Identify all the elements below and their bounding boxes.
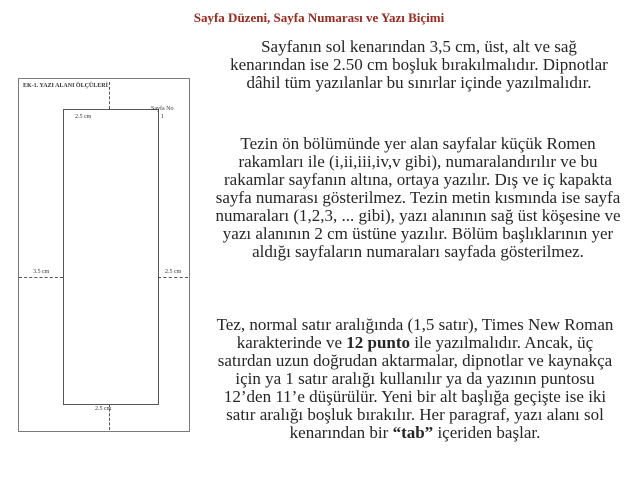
bottom-margin-label: 2.5 cm	[95, 406, 112, 412]
bullet-font-bold-tab: “tab”	[392, 423, 434, 442]
bullet-font-bold-size: 12 punto	[346, 333, 411, 352]
left-margin-label: 3.5 cm	[33, 269, 50, 275]
bullet-font-text-3: içeriden başlar.	[433, 423, 541, 442]
figure-heading: EK-1. YAZI ALANI ÖLÇÜLERİ	[23, 83, 108, 89]
bullet-margins-text: Sayfanın sol kenarından 3,5 cm, üst, alt ve sağ kenarından ise 2.50 cm boşluk bırakılmalıdır. Dipnotlar dâhil tüm yazılanlar bu sınırlar içinde yazılmalıdır.	[230, 37, 608, 92]
page-layout-figure	[18, 78, 190, 432]
bullet-font-spacing	[210, 316, 620, 442]
bullet-page-numbers-text: Tezin ön bölümünde yer alan sayfalar küçük Romen rakamları ile (i,ii,iii,iv,v gibi), numaralandırılır ve bu rakamlar sayfanın altına, ortaya yazılır. Dış ve iç kapakta sayfa numarası gösterilmez. Tezin metin kısmında ise sayfa numaraları (1,2,3, ... gibi), yazı alanının sağ üst köşesine ve yazı alanının 2 cm üstüne yazılır. Bölüm başlıklarının yer aldığı sayfaların numaraları sayfada gösterilmez.	[215, 134, 621, 261]
left-margin-line	[19, 277, 63, 278]
bullet-margins	[228, 38, 610, 92]
bullet-font-text-1: Tez, normal satır aralığında (1,5 satır), Times New Roman karakterinde ve	[216, 315, 614, 352]
bullet-font-text-2: ile yazılmalıdır. Ancak, üç satırdan uzun doğrudan aktarmalar, dipnotlar ve kaynakça için ya 1 satır aralığı kullanılır ya da yazının puntosu 12’den 11’e düşürülür. Yeni bir alt başlığa geçişte ise iki satır aralığı boşluk bırakılır. Her paragraf, yazı alanı sol kenarından bir	[217, 333, 613, 442]
page-title: Sayfa Düzeni, Sayfa Numarası ve Yazı Biçimi	[193, 10, 445, 25]
right-margin-line	[158, 277, 188, 278]
bullet-page-numbers	[212, 135, 624, 261]
top-margin-label: 2.5 cm	[75, 114, 92, 120]
page-number-value: 1	[161, 114, 164, 120]
page-number-label: Sayfa No	[151, 106, 174, 112]
top-margin-line	[109, 82, 110, 109]
text-area-box	[63, 109, 159, 405]
right-margin-label: 2.5 cm	[165, 269, 182, 275]
